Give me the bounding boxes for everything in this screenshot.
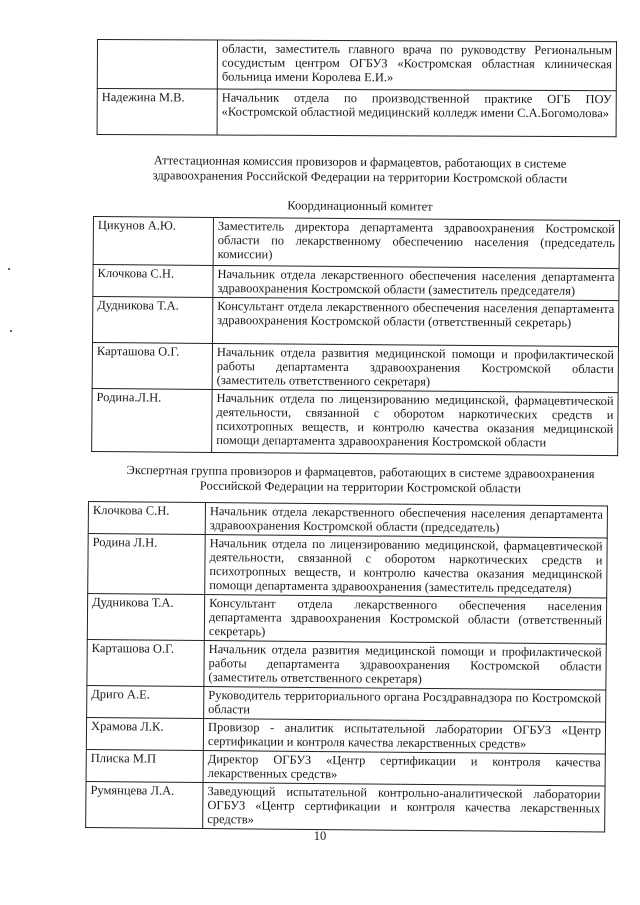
commission-heading-line1: Аттестационная комиссия провизоров и фармацевтов, работающих в системе xyxy=(153,153,567,171)
member-position: Руководитель территориального органа Росздравнадзора по Костромской области xyxy=(204,687,606,723)
table-row xyxy=(93,217,619,269)
table-row xyxy=(88,534,608,599)
table-row xyxy=(86,781,605,832)
table-row xyxy=(87,594,606,645)
page-number: 10 xyxy=(313,829,327,843)
member-name: Клочкова С.Н. xyxy=(88,502,205,535)
member-name: Надежина М.В. xyxy=(97,89,217,136)
member-name xyxy=(97,40,217,90)
table-row xyxy=(97,40,616,91)
commission-heading-line2: здравоохранения Российской Федерации на территории Костромской области xyxy=(152,168,568,187)
table-row xyxy=(93,297,619,347)
member-position: Консультант отдела лекарственного обеспечения населения департамента здравоохранения Костромской области (ответственный секретарь) xyxy=(204,595,606,645)
member-position: Директор ОГБУЗ «Центр сертификации и контроля качества лекарственных средств» xyxy=(203,751,605,787)
member-name: Румянцева Л.А. xyxy=(86,781,203,828)
member-position: Начальник отдела по лицензированию медицинской, фармацевтической деятельности, связанной с оборотом наркотических средств и психотропных веществ, и контролю качества оказания медицинской помощи департамента здравоохранения (заместитель председателя) xyxy=(205,535,608,599)
table-row xyxy=(97,89,616,137)
scan-speck xyxy=(8,268,10,270)
expert-group-heading-line1: Экспертная группа провизоров и фармацевтов, работающих в системе здравоохранения xyxy=(126,462,595,482)
committee-subheading: Координационный комитет xyxy=(287,198,433,214)
top-table xyxy=(97,39,617,137)
expert-group-heading xyxy=(108,463,613,498)
member-position: Начальник отдела лекарственного обеспечения населения департамента здравоохранения Костромской области (председатель) xyxy=(205,503,607,539)
member-position: Начальник отдела лекарственного обеспечения населения департамента здравоохранения Костромской области (заместитель председателя) xyxy=(213,265,619,300)
table-row xyxy=(87,639,606,690)
member-position: Провизор - аналитик испытательной лаборатории ОГБУЗ «Центр сертификации и контроля качества лекарственных средств» xyxy=(203,719,605,755)
table-row xyxy=(92,388,618,455)
table-row xyxy=(86,749,605,786)
member-name: Карташова О.Г. xyxy=(87,639,204,686)
table-row xyxy=(88,502,607,539)
table-row xyxy=(92,343,618,393)
member-position: Начальник отдела по производственной практике ОГБ ПОУ «Костромской областной медицинский колледж имени С.А.Богомолова» xyxy=(217,89,616,137)
expert-group-heading-line2: Российской Федерации на территории Костромской области xyxy=(199,478,522,496)
member-name: Родина.Л.Н. xyxy=(92,388,212,452)
committee-table xyxy=(91,216,620,456)
member-name: Цикунов А.Ю. xyxy=(93,217,213,266)
member-name: Храмова Л.К. xyxy=(86,717,203,750)
member-position: Начальник отдела развития медицинской помощи и профилактической работы департамента здравоохранения Костромской области (заместитель ответственного секретаря) xyxy=(212,343,618,392)
member-position: Начальник отдела развития медицинской помощи и профилактической работы департамента здравоохранения Костромской области (заместитель ответственного секретаря) xyxy=(204,641,606,691)
member-position: Заведующий испытательной контрольно-аналитической лаборатории ОГБУЗ «Центр сертификации и контроля качества лекарственных средств» xyxy=(203,783,605,833)
member-name: Дудникова Т.А. xyxy=(93,297,213,344)
member-name: Дудникова Т.А. xyxy=(87,594,204,641)
member-name: Дриго А.Е. xyxy=(87,685,204,718)
commission-heading xyxy=(110,153,610,188)
expert-group-table xyxy=(85,501,608,833)
member-position: области, заместитель главного врача по руководству Региональным сосудистым центром ОГБУЗ «Костромская областная клиническая больница имени Королева Е.И.» xyxy=(217,40,616,91)
member-position: Начальник отдела по лицензированию медицинской, фармацевтической деятельности, связанной с оборотом наркотических средств и психотропных веществ, и контролю качества оказания медицинской помощи департамента здравоохранения Костромской области xyxy=(212,389,618,455)
member-name: Родина Л.Н. xyxy=(88,534,206,595)
table-row xyxy=(87,685,606,722)
member-name: Клочкова С.Н. xyxy=(93,265,213,298)
table-row xyxy=(86,717,605,754)
member-position: Заместитель директора департамента здравоохранения Костромской области по лекарственному обеспечению населения (председатель комиссии) xyxy=(213,217,619,268)
table-row xyxy=(93,265,619,301)
member-name: Карташова О.Г. xyxy=(92,343,212,390)
member-position: Консультант отдела лекарственного обеспечения населения департамента здравоохранения Костромской области (ответственный секретарь) xyxy=(213,297,619,346)
member-name: Плиска М.П xyxy=(86,749,203,782)
scan-speck xyxy=(10,330,12,332)
